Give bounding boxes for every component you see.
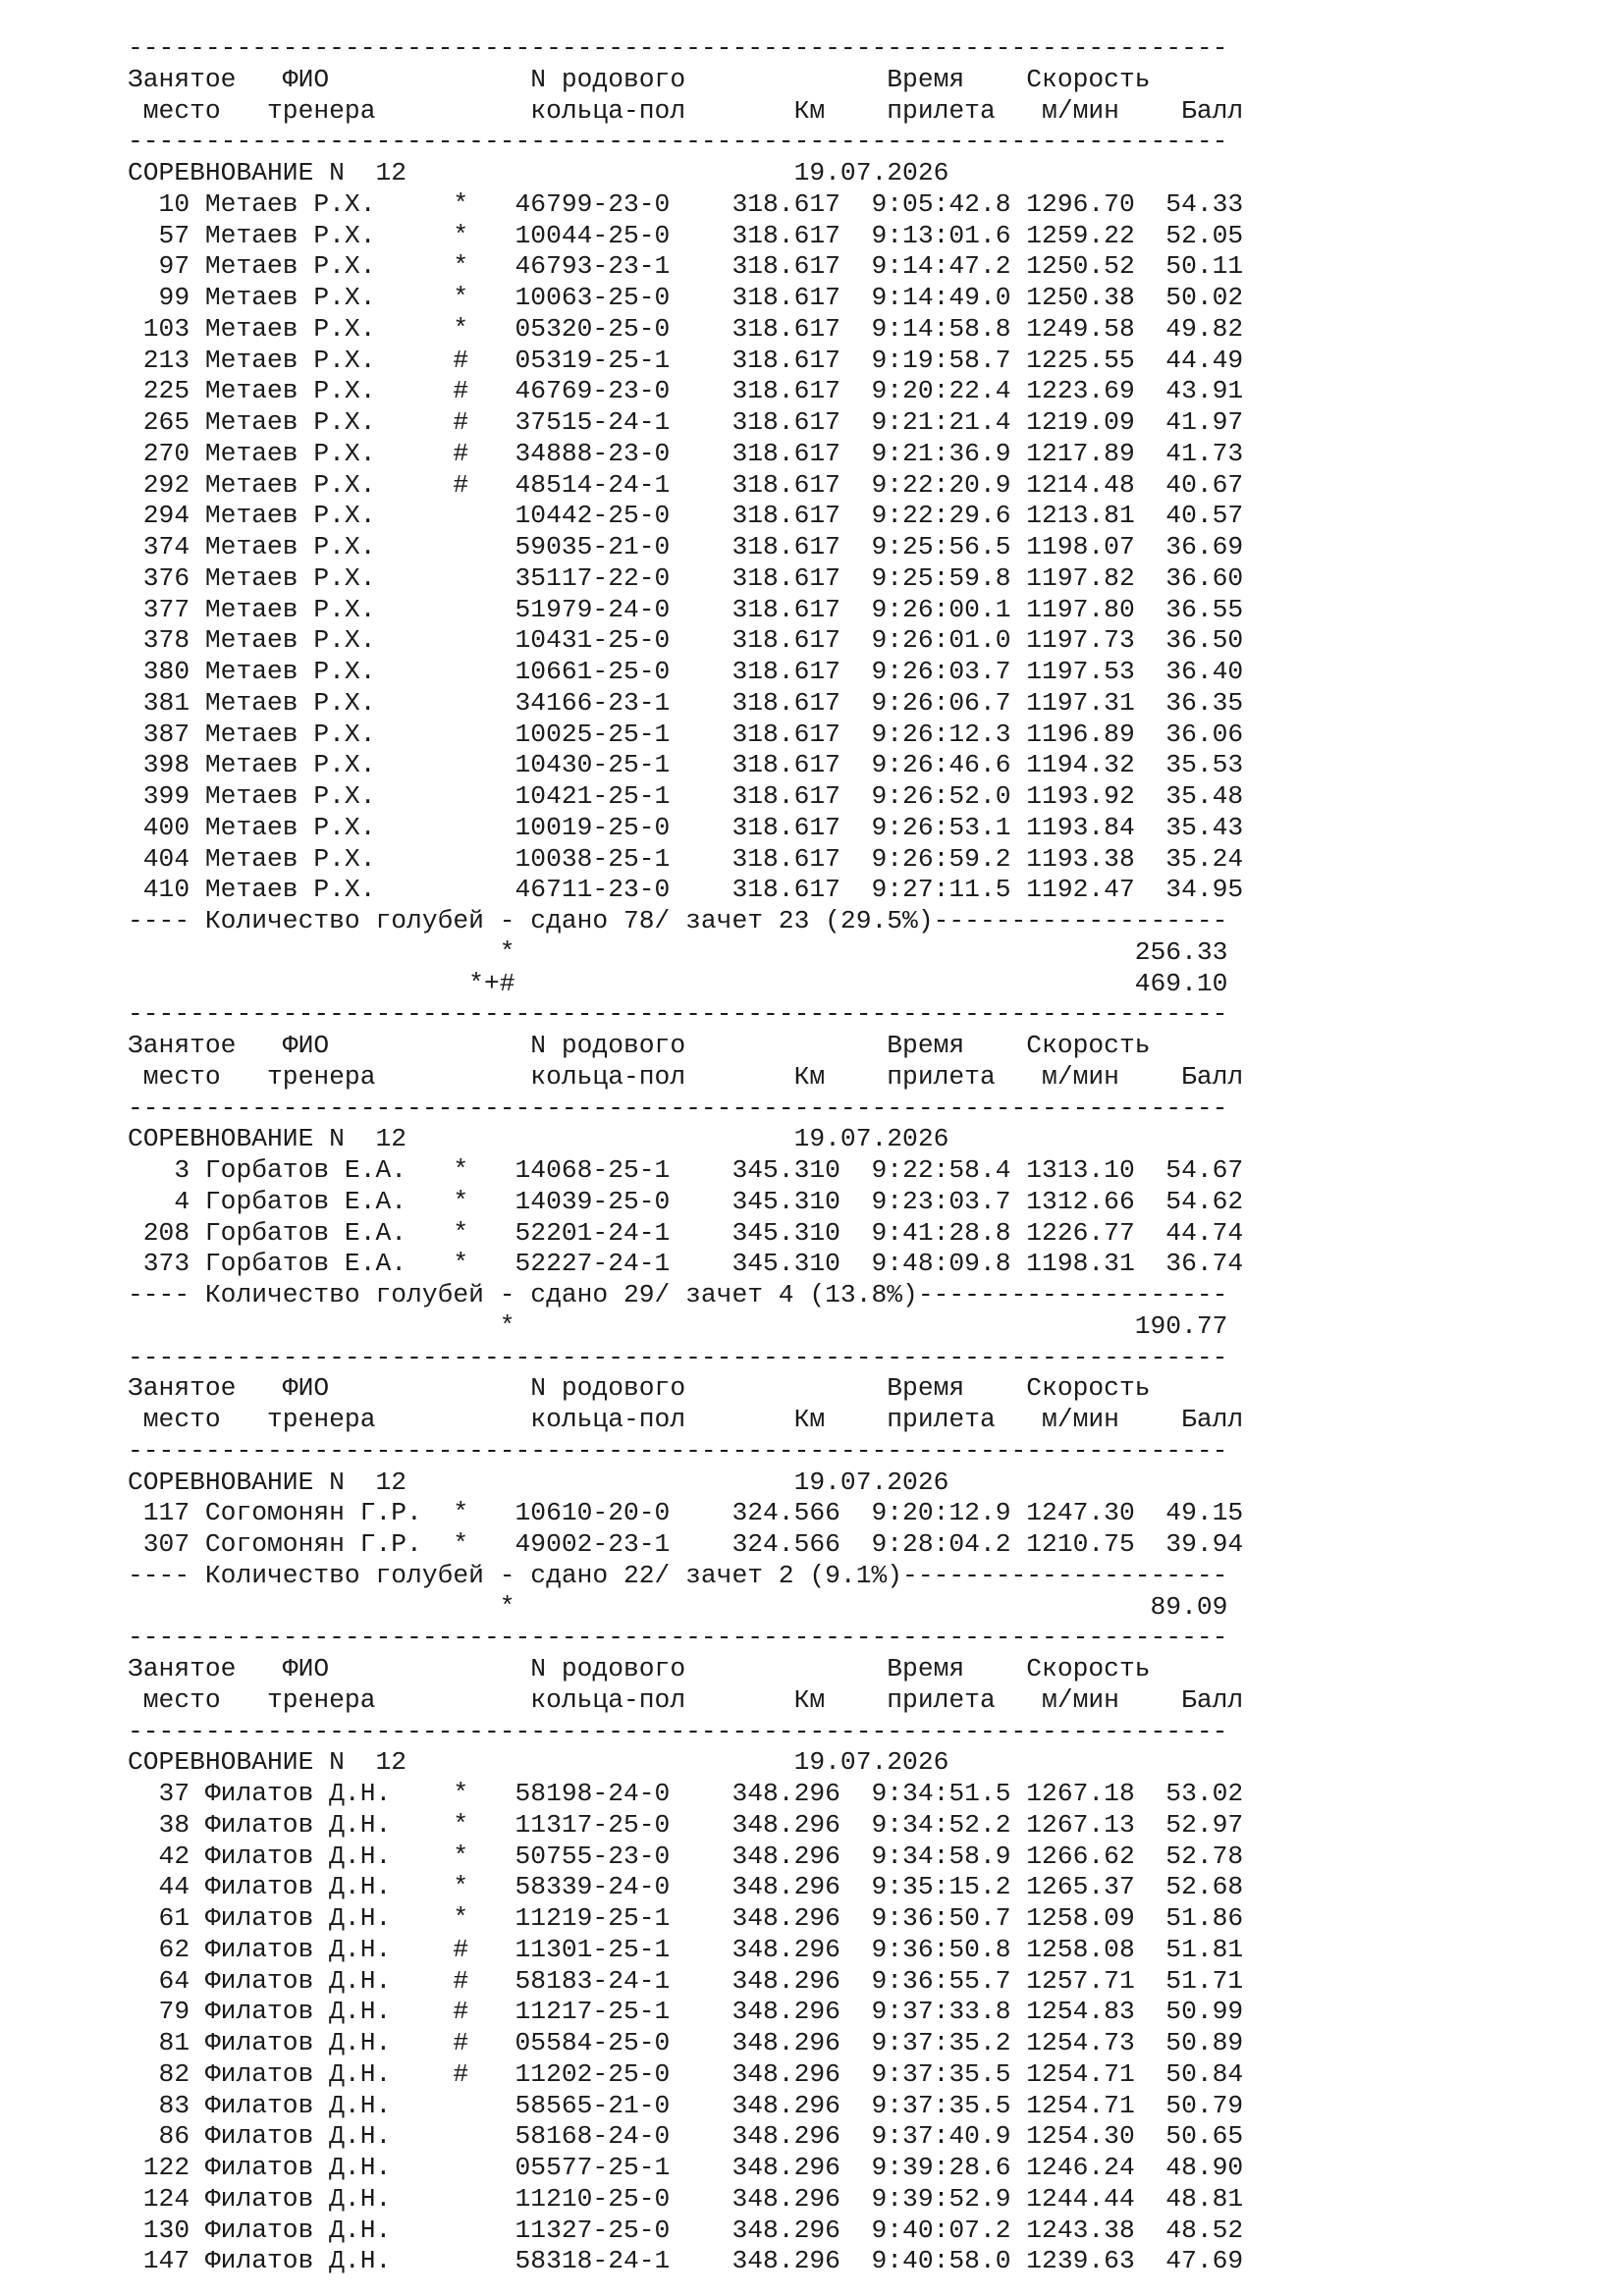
- result-row: 410 Метаев Р.Х. 46711-23-0 318.617 9:27:11.5 1192.47 34.95: [128, 875, 1244, 905]
- result-row: 374 Метаев Р.Х. 59035-21-0 318.617 9:25:56.5 1198.07 36.69: [128, 532, 1244, 561]
- result-row: 64 Филатов Д.Н. # 58183-24-1 348.296 9:36:55.7 1257.71 51.71: [128, 1965, 1244, 1996]
- result-row: 57 Метаев Р.Х. * 10044-25-0 318.617 9:13:01.6 1259.22 52.05: [128, 220, 1244, 250]
- result-row: 81 Филатов Д.Н. # 05584-25-0 348.296 9:37:35.2 1254.73 50.89: [128, 2028, 1244, 2057]
- subtotal-line: *+# 469.10: [128, 968, 1228, 998]
- result-row: 42 Филатов Д.Н. * 50755-23-0 348.296 9:34:58.9 1266.62 52.78: [128, 1841, 1244, 1871]
- results-printout: [128, 33, 1243, 2277]
- result-row: 86 Филатов Д.Н. 58168-24-0 348.296 9:37:40.9 1254.30 50.65: [128, 2121, 1244, 2152]
- result-row: 265 Метаев Р.Х. # 37515-24-1 318.617 9:21:21.4 1219.09 41.97: [128, 407, 1244, 437]
- result-row: 387 Метаев Р.Х. 10025-25-1 318.617 9:26:12.3 1196.89 36.06: [128, 719, 1244, 749]
- result-row: 37 Филатов Д.Н. * 58198-24-0 348.296 9:34:51.5 1267.18 53.02: [128, 1779, 1244, 1808]
- column-header-line-2: место тренера кольца-пол Км прилета м/мин Балл: [128, 95, 1244, 126]
- subtotal-line: * 256.33: [128, 936, 1228, 967]
- column-header-line-2: место тренера кольца-пол Км прилета м/мин Балл: [128, 1684, 1244, 1715]
- separator-line: -----------------------------------------------------------------------: [128, 127, 1228, 157]
- separator-line: -----------------------------------------------------------------------: [128, 1716, 1228, 1746]
- column-header-line-1: Занятое ФИО N родового Время Скорость: [128, 64, 1151, 94]
- result-row: 124 Филатов Д.Н. 11210-25-0 348.296 9:39:52.9 1244.44 48.81: [128, 2183, 1244, 2214]
- result-row: 122 Филатов Д.Н. 05577-25-1 348.296 9:39:28.6 1246.24 48.90: [128, 2153, 1244, 2182]
- result-row: 82 Филатов Д.Н. # 11202-25-0 348.296 9:37:35.5 1254.71 50.84: [128, 2058, 1244, 2089]
- column-header-line-1: Занятое ФИО N родового Время Скорость: [128, 1373, 1151, 1404]
- competition-header: СОРЕВНОВАНИЕ N 12 19.07.2026: [128, 1467, 949, 1497]
- subtotal-line: * 89.09: [128, 1591, 1228, 1622]
- result-row: 399 Метаев Р.Х. 10421-25-1 318.617 9:26:52.0 1193.92 35.48: [128, 781, 1244, 811]
- result-row: 213 Метаев Р.Х. # 05319-25-1 318.617 9:19:58.7 1225.55 44.49: [128, 345, 1244, 375]
- result-row: 270 Метаев Р.Х. # 34888-23-0 318.617 9:21:36.9 1217.89 41.73: [128, 438, 1244, 468]
- result-row: 381 Метаев Р.Х. 34166-23-1 318.617 9:26:06.7 1197.31 36.35: [128, 687, 1244, 718]
- column-header-line-2: место тренера кольца-пол Км прилета м/мин Балл: [128, 1405, 1244, 1434]
- result-row: 373 Горбатов Е.А. * 52227-24-1 345.310 9:48:09.8 1198.31 36.74: [128, 1249, 1244, 1279]
- result-row: 44 Филатов Д.Н. * 58339-24-0 348.296 9:35:15.2 1265.37 52.68: [128, 1872, 1244, 1902]
- result-row: 38 Филатов Д.Н. * 11317-25-0 348.296 9:34:52.2 1267.13 52.97: [128, 1809, 1244, 1840]
- competition-header: СОРЕВНОВАНИЕ N 12 19.07.2026: [128, 1747, 949, 1778]
- result-row: 307 Согомонян Г.Р. * 49002-23-1 324.566 9:28:04.2 1210.75 39.94: [128, 1529, 1244, 1559]
- result-row: 83 Филатов Д.Н. 58565-21-0 348.296 9:37:35.5 1254.71 50.79: [128, 2090, 1244, 2120]
- separator-line: -----------------------------------------------------------------------: [128, 33, 1228, 63]
- column-header-line-1: Занятое ФИО N родового Время Скорость: [128, 1031, 1151, 1060]
- result-row: 4 Горбатов Е.А. * 14039-25-0 345.310 9:23:03.7 1312.66 54.62: [128, 1186, 1244, 1216]
- separator-line: -----------------------------------------------------------------------: [128, 1435, 1228, 1466]
- result-row: 404 Метаев Р.Х. 10038-25-1 318.617 9:26:59.2 1193.38 35.24: [128, 843, 1244, 874]
- result-row: 398 Метаев Р.Х. 10430-25-1 318.617 9:26:46.6 1194.32 35.53: [128, 750, 1244, 780]
- result-row: 400 Метаев Р.Х. 10019-25-0 318.617 9:26:53.1 1193.84 35.43: [128, 812, 1244, 842]
- result-row: 103 Метаев Р.Х. * 05320-25-0 318.617 9:14:58.8 1249.58 49.82: [128, 313, 1244, 344]
- result-row: 378 Метаев Р.Х. 10431-25-0 318.617 9:26:01.0 1197.73 36.50: [128, 625, 1244, 656]
- subtotal-line: * 190.77: [128, 1310, 1228, 1341]
- result-row: 147 Филатов Д.Н. 58318-24-1 348.296 9:40:58.0 1239.63 47.69: [128, 2246, 1244, 2276]
- result-row: 99 Метаев Р.Х. * 10063-25-0 318.617 9:14:49.0 1250.38 50.02: [128, 283, 1244, 312]
- result-row: 10 Метаев Р.Х. * 46799-23-0 318.617 9:05:42.8 1296.70 54.33: [128, 188, 1244, 219]
- result-row: 225 Метаев Р.Х. # 46769-23-0 318.617 9:20:22.4 1223.69 43.91: [128, 376, 1244, 406]
- result-row: 377 Метаев Р.Х. 51979-24-0 318.617 9:26:00.1 1197.80 36.55: [128, 594, 1244, 624]
- result-row: 61 Филатов Д.Н. * 11219-25-1 348.296 9:36:50.7 1258.09 51.86: [128, 1903, 1244, 1933]
- result-row: 3 Горбатов Е.А. * 14068-25-1 345.310 9:22:58.4 1313.10 54.67: [128, 1155, 1244, 1185]
- result-row: 62 Филатов Д.Н. # 11301-25-1 348.296 9:36:50.8 1258.08 51.81: [128, 1934, 1244, 1964]
- column-header-line-2: место тренера кольца-пол Км прилета м/мин Балл: [128, 1061, 1244, 1092]
- column-header-line-1: Занятое ФИО N родового Время Скорость: [128, 1654, 1151, 1683]
- result-row: 97 Метаев Р.Х. * 46793-23-1 318.617 9:14:47.2 1250.52 50.11: [128, 251, 1244, 282]
- summary-line: ---- Количество голубей - сдано 78/ зачет 23 (29.5%)-------------------: [128, 906, 1228, 935]
- summary-line: ---- Количество голубей - сдано 22/ зачет 2 (9.1%)---------------------: [128, 1560, 1228, 1590]
- result-row: 376 Метаев Р.Х. 35117-22-0 318.617 9:25:59.8 1197.82 36.60: [128, 562, 1244, 593]
- competition-header: СОРЕВНОВАНИЕ N 12 19.07.2026: [128, 1124, 949, 1154]
- summary-line: ---- Количество голубей - сдано 29/ зачет 4 (13.8%)--------------------: [128, 1280, 1228, 1309]
- separator-line: -----------------------------------------------------------------------: [128, 999, 1228, 1030]
- result-row: 79 Филатов Д.Н. # 11217-25-1 348.296 9:37:33.8 1254.83 50.99: [128, 1997, 1244, 2027]
- competition-header: СОРЕВНОВАНИЕ N 12 19.07.2026: [128, 158, 949, 187]
- separator-line: -----------------------------------------------------------------------: [128, 1342, 1228, 1372]
- result-row: 292 Метаев Р.Х. # 48514-24-1 318.617 9:22:20.9 1214.48 40.67: [128, 469, 1244, 500]
- result-row: 380 Метаев Р.Х. 10661-25-0 318.617 9:26:03.7 1197.53 36.40: [128, 657, 1244, 686]
- result-row: 294 Метаев Р.Х. 10442-25-0 318.617 9:22:29.6 1213.81 40.57: [128, 501, 1244, 531]
- result-row: 130 Филатов Д.Н. 11327-25-0 348.296 9:40:07.2 1243.38 48.52: [128, 2215, 1244, 2245]
- separator-line: -----------------------------------------------------------------------: [128, 1623, 1228, 1653]
- result-row: 117 Согомонян Г.Р. * 10610-20-0 324.566 9:20:12.9 1247.30 49.15: [128, 1498, 1244, 1528]
- result-row: 208 Горбатов Е.А. * 52201-24-1 345.310 9:41:28.8 1226.77 44.74: [128, 1217, 1244, 1248]
- separator-line: -----------------------------------------------------------------------: [128, 1093, 1228, 1123]
